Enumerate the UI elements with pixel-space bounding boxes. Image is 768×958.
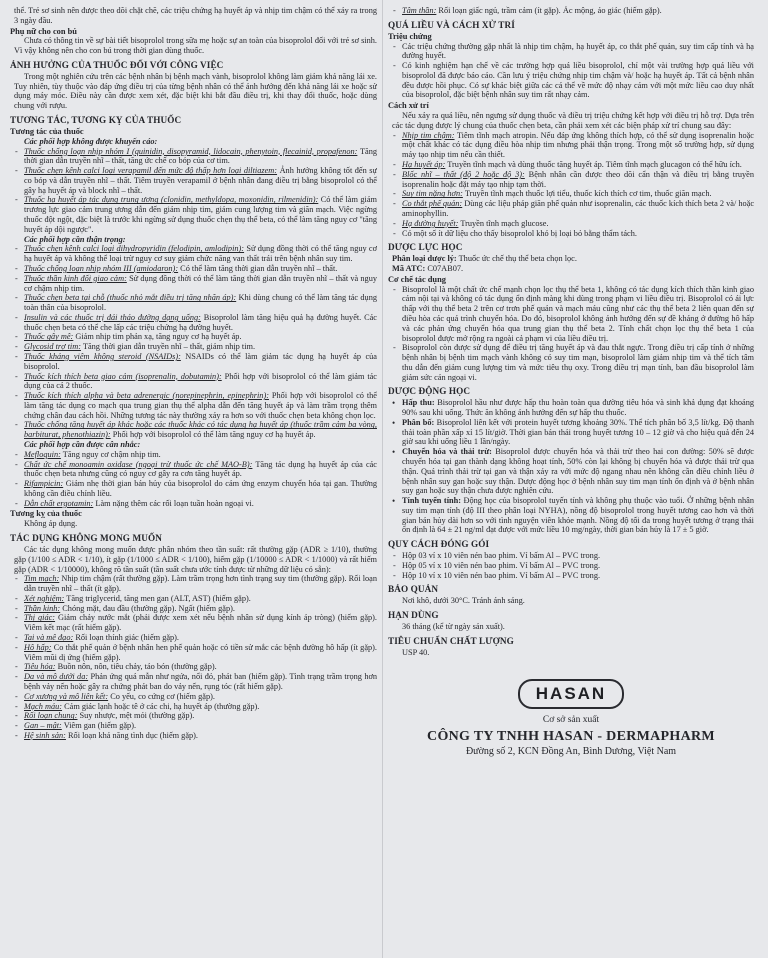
list-item: [388, 398, 754, 418]
driving-text: Trong một nghiên cứu trên các bệnh nhân bị bệnh mạch vành, bisoprolol không làm giảm khả năng lái xe. Tuy nhiên, tùy thuộc vào đáp ứng điều trị của từng bệnh nhân có thể ảnh hưởng đến khả năng lái xe hoặc sử dụng máy móc. Điều này cần được xem xét, đặc biệt khi bắt đầu điều trị, khi thay đổi thuốc, hoặc dùng chung với rượu.: [14, 71, 377, 111]
item-term: Chất ức chế monoamin oxidase (ngoại trừ thuốc ức chế MAO-B):: [24, 459, 253, 469]
left-column: [10, 6, 377, 741]
atc-label: Mã ATC:: [392, 263, 426, 273]
drug-class: [388, 254, 754, 264]
list-item: [388, 160, 754, 170]
adverse-intro: Các tác dụng không mong muốn được phân nhóm theo tần suất: rất thường gặp (ADR ≥ 1/10), thường gặp (1/100 ≤ ADR < 1/10), ít gặp (1/1000 ≤ ADR < 1/100), hiếm gặp (1/10000 ≤ ADR < 1/1000) và rất hiếm gặp (ADR < 1/10000), không rõ tần suất (tần suất chưa ước tính được từ những dữ liệu có sẵn):: [14, 545, 377, 574]
shelf-life-heading: HẠN DÙNG: [388, 610, 439, 621]
list-item: [10, 633, 377, 643]
pharmacodynamics-heading: DƯỢC LỰC HỌC: [388, 242, 463, 253]
list-item: [10, 479, 377, 499]
item-text: Dùng các liệu pháp giãn phế quản như isoprenalin, các thuốc kích thích beta 2 và/ hoặc aminophyllin.: [402, 199, 754, 218]
item-text: Tăng nguy cơ chậm nhịp tim.: [60, 449, 161, 459]
drug-interactions-title: Tương tác của thuốc: [10, 126, 84, 136]
not-recommended-title: Các phối hợp không được khuyến cáo:: [24, 136, 158, 146]
consider-title: Các phối hợp cần được cân nhắc:: [24, 440, 141, 449]
treatment-title: Cách xử trí: [388, 101, 429, 111]
item-term: Hạ đường huyết:: [402, 218, 459, 228]
item-text: Phản ứng quá mẫn như ngứa, nổi đỏ, phát ban (hiếm gặp). Tình trạng trầm trọng hơn bệnh vảy nến hoặc gây ra chứng phát ban do vảy nến, rụng tóc (rất hiếm gặp).: [24, 672, 377, 691]
item-term: Phân bố:: [402, 417, 435, 427]
list-item: [10, 332, 377, 342]
item-text: Giảm nhịp tim phản xạ, tăng nguy cơ hạ huyết áp.: [73, 332, 242, 342]
list-item: [388, 199, 754, 219]
list-item: - Hộp 05 vỉ x 10 viên nén bao phim. Vỉ bấm Al – PVC trong.: [388, 561, 754, 571]
company-name: CÔNG TY TNHH HASAN - DERMAPHARM: [427, 728, 715, 744]
column-divider: [382, 0, 383, 958]
adverse-heading: TÁC DỤNG KHÔNG MONG MUỐN: [10, 533, 162, 544]
item-term: Thuốc chống tăng huyết áp khác hoặc các thuốc khác có tác dụng hạ huyết áp (thuốc trầm cảm ba vòng, barbiturat, phenothiazin):: [24, 420, 377, 440]
item-term: Thần kinh:: [24, 603, 61, 613]
packaging-heading: QUY CÁCH ĐÓNG GÓI: [388, 539, 490, 550]
list-item: - Các triệu chứng thường gặp nhất là nhịp tim chậm, hạ huyết áp, co thắt phế quản, suy tim cấp tính và hạ đường huyết.: [388, 42, 754, 62]
list-item: [388, 219, 754, 229]
not-recommended-list: [10, 147, 377, 235]
item-term: Insulin và các thuốc trị đái tháo đường dạng uống:: [24, 312, 201, 322]
consider-list: [10, 450, 377, 509]
item-term: Cơ xương và mô liên kết:: [24, 691, 109, 701]
item-term: Tính tuyến tính:: [402, 496, 461, 506]
list-item: [388, 418, 754, 447]
item-term: Hệ sinh sản:: [24, 730, 66, 740]
list-item: [388, 131, 754, 160]
list-item: [388, 6, 754, 16]
item-term: Hô hấp:: [24, 642, 52, 652]
list-item: [10, 372, 377, 392]
quality-standard-heading: TIÊU CHUẨN CHẤT LƯỢNG: [388, 635, 514, 646]
list-item: [10, 391, 377, 420]
item-text: Có thể làm giảm trương lực giao cảm trung ương dẫn đến giảm nhịp tim, giảm cung lượng tim và giãn mạch. Việc ngừng thuốc đột ngột, đặc biệt là trước khi ngừng sử dụng thuốc chẹn thụ thể beta, có thể làm tăng nguy cơ "tăng huyết áp dội ngược".: [24, 195, 377, 234]
list-item: [388, 496, 754, 535]
list-item: - Có kinh nghiệm hạn chế về các trường hợp quá liều bisoprolol, chỉ một vài trường hợp quá liều với bisoprolol đã được báo cáo. Cần lưu ý triệu chứng nhịp tim chậm và/ hoặc hạ huyết áp. Tất cả bệnh nhân đều được hồi phục. Có sự khác biệt giữa các cá thể về mức độ nhạy cảm với một mức liều cao duy nhất của bisoprolol, đặc biệt bệnh nhân suy tim rất nhạy cảm.: [388, 61, 754, 100]
item-text: Khi dùng chung có thể làm tăng tác dụng toàn thân của bisoprolol.: [24, 293, 377, 313]
list-item: [388, 447, 754, 496]
item-term: Thuốc chống loạn nhịp nhóm I (quinidin, disopyramid, lidocain, phenytoin, flecainid, propafenon:: [24, 146, 358, 156]
list-item: [10, 460, 377, 480]
list-item: [10, 711, 377, 721]
list-item: [388, 170, 754, 190]
nursing-text: Chưa có thông tin về sự bài tiết bisoprolol trong sữa mẹ hoặc sự an toàn của bisoprolol đối với trẻ sơ sinh. Vì vậy không nên cho con bú trong thời gian dùng thuốc.: [14, 36, 377, 56]
item-text: Tăng thời gian dẫn truyền nhĩ – thất, tăng ức chế co bóp của cơ tim.: [24, 146, 377, 166]
incompatibility-title: Tương kỵ của thuốc: [10, 509, 82, 519]
producer-label: Cơ sở sản xuất: [542, 715, 600, 726]
item-text: NSAIDs có thể làm giảm tác dụng hạ huyết áp của bisoprolol.: [24, 351, 377, 371]
pharmacokinetics-heading: DƯỢC ĐỘNG HỌC: [388, 386, 471, 397]
item-term: Tai và mê đạo:: [24, 633, 74, 643]
item-text: Bisoprolol liên kết với protein huyết tương khoảng 30%. Thể tích phân bố 3,5 lít/kg. Độ thanh thải toàn phần xấp xỉ 15 lít/giờ. Thời gian bán thải trong huyết tương 10 – 12 giờ và cho hiệu quả đến 24 giờ sau khi uống liều 1 lần/ngày.: [402, 417, 754, 447]
list-item: [10, 244, 377, 264]
list-item: [10, 604, 377, 614]
list-item: [10, 313, 377, 333]
item-text: Cảm giác lạnh hoặc tê ở các chi, hạ huyết áp (thường gặp).: [62, 701, 260, 711]
item-term: Thuốc kích thích beta giao cảm (isoprenalin, dobutamin):: [24, 371, 222, 381]
item-term: Xét nghiệm:: [24, 593, 65, 603]
quality-standard-text: USP 40.: [402, 647, 430, 657]
list-item: [10, 342, 377, 352]
list-item: [10, 702, 377, 712]
right-column: [388, 6, 754, 758]
item-text: Giảm nhẹ thời gian bán hủy của bisoprolol do cảm ứng enzym chuyển hóa tại gan. Thường không cần điều chỉnh liều.: [24, 479, 377, 498]
treatment-list: [388, 131, 754, 239]
item-term: Gan – mật:: [24, 721, 62, 731]
hasan-logo: [518, 679, 624, 709]
item-term: Thuốc kích thích alpha và beta adrenergic (norepinephrin, epinephrin):: [24, 391, 269, 401]
list-item: [10, 420, 377, 440]
nursing-title: Phụ nữ cho con bú: [10, 26, 77, 36]
item-text: Có thể làm tăng thời gian dẫn truyền nhĩ – thất.: [178, 263, 338, 273]
item-text: Truyền tĩnh mạch glucose.: [458, 218, 549, 228]
item-term: Tâm thần:: [402, 6, 437, 15]
shelf-life-text: 36 tháng (kể từ ngày sản xuất).: [402, 621, 505, 631]
psych-effects: [388, 6, 754, 16]
mechanism-list: [388, 285, 754, 383]
item-term: Mefloquin:: [24, 449, 61, 459]
list-item: [388, 229, 754, 239]
item-term: Hấp thu:: [402, 398, 435, 408]
item-text: Làm nặng thêm các rối loạn tuần hoàn ngoại vi.: [93, 498, 254, 508]
item-text: Bisoprolol làm tăng hiệu quả hạ đường huyết. Các thuốc chẹn beta có thể che lấp các triệu chứng hạ đường huyết.: [24, 312, 377, 332]
item-term: Thuốc hạ huyết áp tác dụng trung ương (clonidin, methyldopa, moxonidin, rilmenidin):: [24, 195, 319, 205]
driving-heading: ẢNH HƯỞNG CỦA THUỐC ĐỐI VỚI CÔNG VIỆC: [10, 60, 224, 71]
item-term: Blốc nhĩ – thất (độ 2 hoặc độ 3):: [402, 169, 525, 179]
treatment-intro: Nếu xảy ra quá liều, nên ngưng sử dụng thuốc và điều trị triệu chứng kết hợp với điều trị hỗ trợ. Dựa trên các tác dụng được lý chung của thuốc chẹn beta, cần phải xem xét các biện pháp xử trí chung sau đây:: [392, 111, 754, 130]
intro-text: thể. Trẻ sơ sinh nên được theo dõi chặt chẽ, các triệu chứng hạ huyết áp và nhịp tim chậm có thể xảy ra trong 3 ngày đầu.: [14, 6, 377, 25]
item-term: Dẫn chất ergotamin:: [24, 498, 94, 508]
item-text: Rối loạn thính giác (hiếm gặp).: [73, 633, 180, 643]
item-term: Tim mạch:: [24, 574, 60, 584]
caution-title: Các phối hợp cần thận trọng:: [24, 234, 126, 244]
adverse-list: [10, 574, 377, 740]
mechanism-title: Cơ chế tác dụng: [388, 274, 446, 284]
item-term: Thuốc gây mê:: [24, 332, 74, 342]
list-item: [10, 643, 377, 663]
item-text: Nhịp tim chậm (rất thường gặp). Làm trầm trọng hơn tình trạng suy tim (thường gặp). Rối loạn dẫn truyền nhĩ – thất (ít gặp).: [24, 574, 377, 594]
logo-text: HASAN: [535, 684, 607, 704]
item-term: Chuyển hóa và thải trừ:: [402, 447, 492, 457]
item-term: Thuốc thần kinh đối giao cảm:: [24, 273, 127, 283]
item-term: Thuốc kháng viêm không steroid (NSAIDs):: [24, 351, 181, 361]
item-text: Co yếu, co cứng cơ (hiếm gặp).: [108, 691, 215, 701]
pharmacokinetics-list: [388, 398, 754, 535]
item-text: Co thắt phế quản ở bệnh nhân hen phế quản hoặc có tiền sử mắc các bệnh đường hô hấp (ít gặp). Viêm mũi dị ứng (hiếm gặp).: [24, 642, 377, 662]
list-item: - Bisoprolol là một chất ức chế mạnh chọn lọc thụ thể beta 1, không có tác dụng kích thích thần kinh giao cảm nội tại và không có tác dụng ổn định màng khi dùng trong phạm vi liều điều trị. Bisoprolol có ái lực thấp với thụ thể beta 2 trên cơ trơn phế quản và mạch máu cũng như các thụ thể beta 2 liên quan đến sự điều hòa các quá trình chuyển hóa. Do đó, bisoprolol không ảnh hưởng đến sự đề kháng ở đường hô hấp và các phản ứng chuyển hóa qua trung gian thụ thể beta 2. Tính chất chọn lọc thụ thể beta 1 của bisoprolol được mở rộng ra ngoài cả phạm vi của liều điều trị.: [388, 285, 754, 344]
item-text: Có một số ít dữ liệu cho thấy bisoprolol khó bị loại bỏ bằng thẩm tách.: [402, 228, 637, 238]
item-term: Suy tim nặng hơn:: [402, 189, 463, 199]
item-term: Nhịp tim chậm:: [402, 130, 455, 140]
list-item: [10, 721, 377, 731]
packaging-list: [388, 551, 754, 580]
incompatibility-text: Không áp dụng.: [24, 519, 78, 529]
item-term: Tiêu hóa:: [24, 662, 56, 672]
item-text: Tăng tác dụng hạ huyết áp của các thuốc chẹn beta nhưng cũng có nguy cơ gây ra cơn tăng huyết áp.: [24, 459, 377, 479]
item-term: Thuốc chẹn kênh calci loại verapamil đến mức độ thấp hơn loại diltiazem:: [24, 166, 278, 176]
item-text: Viêm gan (hiếm gặp).: [61, 721, 137, 731]
list-item: [10, 662, 377, 672]
list-item: [10, 264, 377, 274]
item-text: Ảnh hưởng không tốt đến sự co bóp và dẫn truyền nhĩ – thất. Tiêm truyền verapamil ở bệnh nhân đang điều trị bằng bisoprolol có thể gây hạ huyết áp và block nhĩ – thất.: [24, 166, 377, 195]
item-term: Thuốc chẹn beta tại chỗ (thuốc nhỏ mắt điều trị tăng nhãn áp):: [24, 293, 237, 303]
item-term: Hạ huyết áp:: [402, 160, 446, 170]
symptoms-title: Triệu chứng: [388, 31, 432, 41]
manufacturer-block: [388, 665, 754, 758]
item-term: Thuốc chẹn kênh calci loại dihydropyridin (felodipin, amlodipin):: [24, 244, 245, 254]
item-term: Rifampicin:: [24, 479, 64, 489]
item-text: Tăng thời gian dẫn truyền nhĩ – thất, giảm nhịp tim.: [80, 342, 256, 352]
item-term: Glycosid trợ tim:: [24, 342, 81, 352]
list-item: [10, 147, 377, 167]
item-term: Mạch máu:: [24, 701, 63, 711]
item-text: Phối hợp với bisoprolol có thể làm giảm tác dụng của cả 2 thuốc.: [24, 371, 377, 391]
list-item: [10, 613, 377, 633]
item-term: Co thắt phế quản:: [402, 199, 463, 209]
item-text: Sử dụng đồng thời có thể làm tăng thời gian dẫn truyền nhĩ – thất và nguy cơ chậm nhịp tim.: [24, 273, 377, 293]
list-item: [10, 499, 377, 509]
drug-class-value: Thuốc ức chế thụ thể beta chọn lọc.: [456, 254, 577, 264]
list-item: [10, 166, 377, 195]
atc-code: [388, 264, 754, 274]
list-item: [10, 293, 377, 313]
item-text: Giảm chảy nước mắt (phải được xem xét nếu bệnh nhân sử dụng kính áp tròng) (hiếm gặp). Viêm kết mạc (rất hiếm gặp).: [24, 613, 377, 633]
list-item: [388, 189, 754, 199]
list-item: - Bisoprolol còn được sử dụng để điều trị tăng huyết áp và đau thắt ngực. Trong điều trị cấp tính ở những bệnh nhân bị bệnh tim mạch vành không có suy tim mạn, bisoprolol làm giảm nhịp tim và thể tích tâm thu dẫn đến giảm cung lượng tim và mức tiêu thụ oxy. Trong điều trị mạn tính, ban đầu bisoprolol làm giảm sức cản ngoại vi.: [388, 343, 754, 382]
item-text: Chóng mặt, đau đầu (thường gặp). Ngất (hiếm gặp).: [60, 603, 235, 613]
item-text: Bệnh nhân cần được theo dõi cẩn thận và điều trị bằng truyền isoprenalin hoặc đặt máy tạo nhịp tạm thời.: [402, 169, 754, 189]
caution-list: [10, 244, 377, 440]
item-text: Truyền tĩnh mạch thuốc lợi tiểu, thuốc kích thích cơ tim, thuốc giãn mạch.: [462, 189, 712, 199]
item-text: Phối hợp với bisoprolol có thể làm tăng nguy cơ hạ huyết áp.: [110, 430, 316, 440]
interactions-heading: TƯƠNG TÁC, TƯƠNG KỴ CỦA THUỐC: [10, 115, 182, 126]
item-term: Da và mô dưới da:: [24, 672, 89, 682]
item-text: Tăng triglycerid, tăng men gan (ALT, AST) (hiếm gặp).: [64, 593, 251, 603]
storage-heading: BẢO QUẢN: [388, 584, 439, 595]
company-address: Đường số 2, KCN Đồng An, Bình Dương, Việt Nam: [465, 746, 677, 758]
list-item: [10, 574, 377, 594]
item-text: Rối loạn giấc ngủ, trầm cảm (ít gặp). Ác mộng, ảo giác (hiếm gặp).: [436, 6, 662, 15]
drug-class-label: Phân loại dược lý:: [392, 254, 457, 264]
list-item: [10, 672, 377, 692]
item-text: Rối loạn khả năng tình dục (hiếm gặp).: [65, 730, 198, 740]
item-text: Suy nhược, mệt mỏi (thường gặp).: [77, 711, 195, 721]
item-text: Động học của bisoprolol tuyến tính và không phụ thuộc vào tuổi. Ở những bệnh nhân suy tim mạn tính (độ III theo phân loại NYHA), nồng độ bisoprolol trong huyết tương cao hơn và thời gian bán hủy dài hơn so với tình nguyện viên khỏe mạnh. Nồng độ tối đa trong huyết tương ở trạng thái ổn định là 64 ± 21 ng/ml đạt được với mức liều 10 mg/ngày, thời gian bán hủy là 17 ± 5 giờ.: [402, 496, 754, 535]
item-term: Rối loạn chung:: [24, 711, 78, 721]
list-item: [10, 692, 377, 702]
storage-text: Nơi khô, dưới 30°C. Tránh ánh sáng.: [402, 596, 525, 606]
symptoms-list: [388, 42, 754, 101]
list-item: [10, 274, 377, 294]
list-item: [10, 195, 377, 234]
list-item: - Hộp 10 vỉ x 10 viên nén bao phim. Vỉ bấm Al – PVC trong.: [388, 571, 754, 581]
item-text: Sử dụng đồng thời có thể tăng nguy cơ hạ huyết áp và không thể loại trừ nguy cơ suy giảm chức năng van thất trái trên bệnh nhân suy tim.: [24, 244, 377, 264]
item-term: Thị giác:: [24, 613, 56, 623]
list-item: - Hộp 03 vỉ x 10 viên nén bao phim. Vỉ bấm Al – PVC trong.: [388, 551, 754, 561]
item-text: Bisoprolol hầu như được hấp thu hoàn toàn qua đường tiêu hóa và sinh khả dụng đạt khoảng 90% sau khi uống. Thức ăn không ảnh hưởng đến sự hấp thu thuốc.: [402, 398, 754, 418]
list-item: [10, 352, 377, 372]
overdose-heading: QUÁ LIỀU VÀ CÁCH XỬ TRÍ: [388, 19, 515, 30]
list-item: [10, 594, 377, 604]
item-text: Phối hợp với bisoprolol có thể làm tăng tác dụng co mạch qua trung gian thụ thể alpha dẫn đến tăng huyết áp và làm trầm trọng thêm chứng chân đau cách hồi. Những tương tác này thường xảy ra hơn so với thuốc chẹn beta không chọn lọc.: [24, 391, 377, 420]
atc-value: C07AB07.: [425, 263, 464, 273]
item-text: Buồn nôn, nôn, tiêu chảy, táo bón (thường gặp).: [55, 662, 217, 672]
list-item: [10, 731, 377, 741]
item-text: Bisoprolol được chuyển hóa và thải trừ theo hai con đường: 50% sẽ được chuyển hóa tại gan thành dạng không hoạt tính, 50% còn lại không bị chuyển hóa và được thải trừ qua thận. Quá trình thải trừ tại gan và thận xảy ra với mức độ ngang nhau nên không cần điều chỉnh liều ở bệnh nhân suy gan hoặc suy thận. Dược động học ở bệnh nhân suy tim mạn tính ổn định và ở bệnh nhân suy gan hoặc suy thận chưa được nghiên cứu.: [402, 447, 754, 496]
item-text: Tiêm tĩnh mạch atropin. Nếu đáp ứng không thích hợp, có thể sử dụng isoprenalin hoặc một chất khác có tác dụng điều hòa nhịp tim nhưng phải thận trọng. Trong một số trường hợp, sử dụng máy tạo nhịp tim nếu cần thiết.: [402, 130, 754, 160]
item-text: Truyền tĩnh mạch và dùng thuốc tăng huyết áp. Tiêm tĩnh mạch glucagon có thể hữu ích.: [445, 160, 742, 170]
item-term: Thuốc chống loạn nhịp nhóm III (amiodaron):: [24, 263, 179, 273]
list-item: [10, 450, 377, 460]
